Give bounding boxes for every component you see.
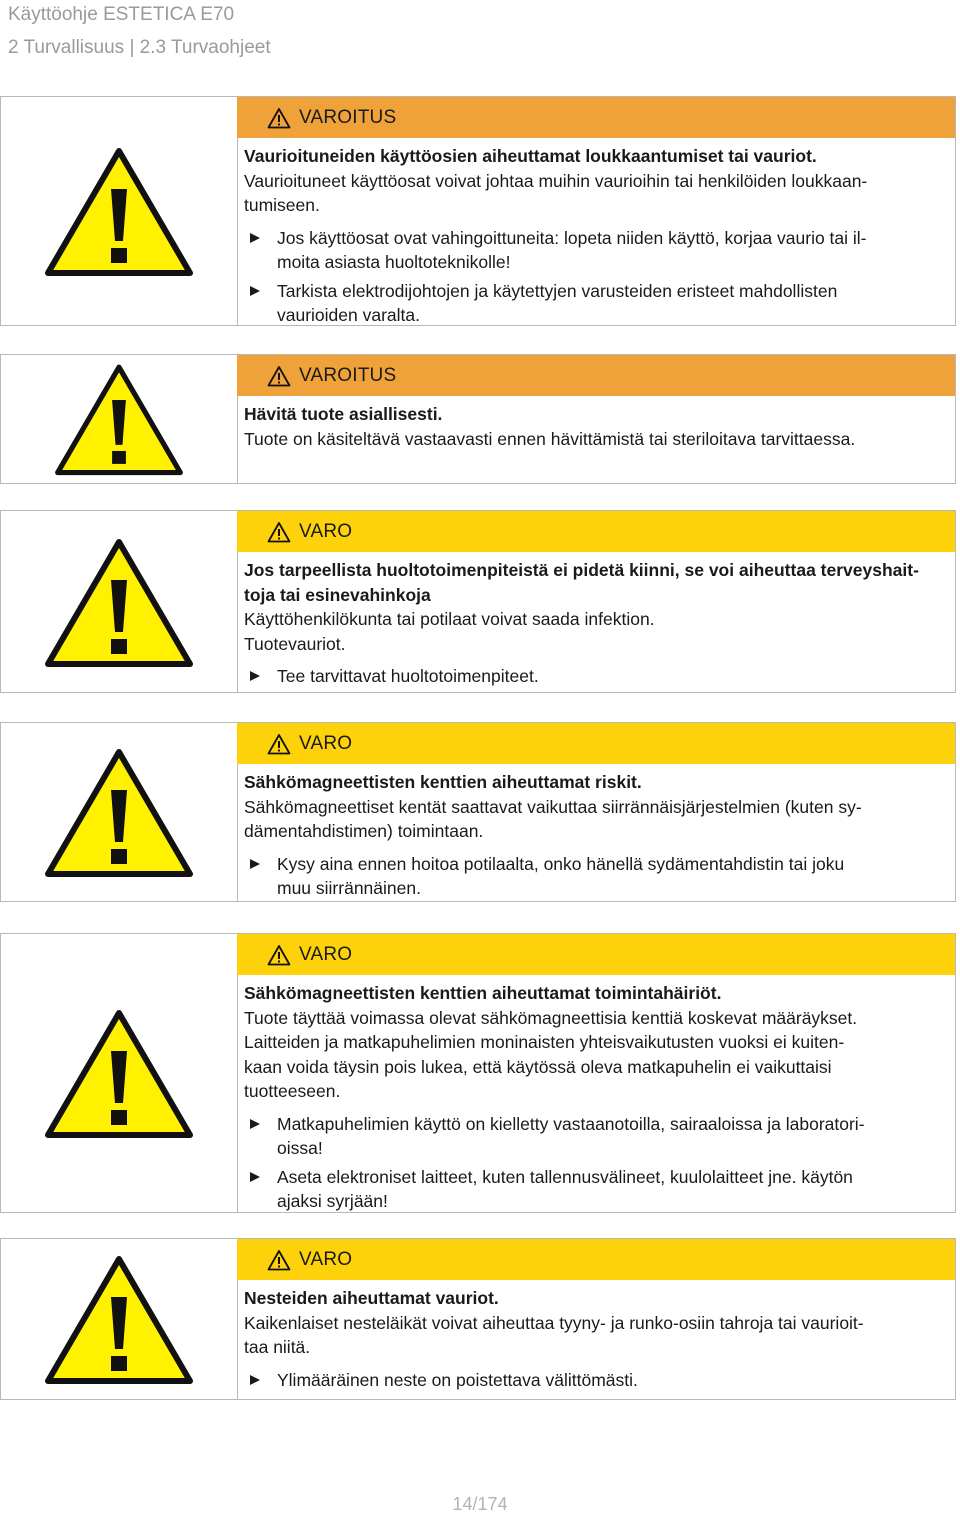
caution-notice: [0, 722, 956, 902]
notice-step: Tarkista elektrodijohtojen ja käytettyjen varusteiden eristeet mahdollisten vaurioiden varalta.: [244, 279, 941, 328]
small-warning-icon: [267, 944, 291, 966]
warning-notice: [0, 354, 956, 484]
notice-signal-bar: [237, 97, 955, 138]
notice-step: Jos käyttöosat ovat vahingoittuneita: lopeta niiden käyttö, korjaa vaurio tai il- moita asiasta huoltoteknikolle!: [244, 226, 941, 275]
notice-heading: Hävitä tuote asiallisesti.: [244, 404, 443, 424]
step-arrow-icon: [250, 859, 260, 869]
step-arrow-icon: [250, 233, 260, 243]
notice-heading: Sähkömagneettisten kenttien aiheuttamat toimintahäiriöt.: [244, 983, 722, 1003]
warning-notice: [0, 96, 956, 326]
notice-heading: Sähkömagneettisten kenttien aiheuttamat riskit.: [244, 772, 642, 792]
notice-step: Ylimääräinen neste on poistettava välittömästi.: [244, 1368, 941, 1393]
warning-sign-icon: [1, 1239, 238, 1399]
notice-step: Aseta elektroniset laitteet, kuten tallennusvälineet, kuulolaitteet jne. käytön ajaksi syrjään!: [244, 1165, 941, 1214]
caution-notice: [0, 933, 956, 1213]
notice-text: Tuote täyttää voimassa olevat sähkömagneettisia kenttiä koskevat määräykset. Laitteiden ja matkapuhelimien moninaisten yhteisvaikutusten vuoksi ei kuiten- kaan voida täysin pois lukea, että käytössä oleva matkapuhelin ei vaikuttaisi tuotteeseen.: [244, 1007, 858, 1101]
notice-heading: Jos tarpeellista huoltotoimenpiteistä ei pidetä kiinni, se voi aiheuttaa terveyshait- toja tai esinevahinkoja: [244, 560, 919, 605]
notice-text: Kaikenlaiset nesteläikät voivat aiheuttaa tyyny- ja runko-osiin tahroja tai vaurioit- taa niitä.: [244, 1312, 864, 1357]
page-number: 14/174: [452, 1494, 508, 1514]
small-warning-icon: [267, 1249, 291, 1271]
notice-step: Tee tarvittavat huoltotoimenpiteet.: [244, 664, 941, 689]
step-arrow-icon: [250, 1172, 260, 1182]
document-breadcrumb: 2 Turvallisuus | 2.3 Turvaohjeet: [8, 37, 271, 58]
step-arrow-icon: [250, 1375, 260, 1385]
small-warning-icon: [267, 365, 291, 387]
caution-notice: [0, 1238, 956, 1400]
notice-signal-bar: [237, 723, 955, 764]
notice-signal-word: VARO: [299, 1248, 353, 1270]
notice-step: Kysy aina ennen hoitoa potilaalta, onko hänellä sydämentahdistin tai joku muu siirrännäinen.: [244, 852, 941, 901]
notice-signal-word: VARO: [299, 732, 353, 754]
warning-sign-icon: [1, 934, 238, 1212]
warning-sign-icon: [1, 355, 238, 483]
notice-text: Sähkömagneettiset kentät saattavat vaikuttaa siirrännäisjärjestelmien (kuten sy- dämentahdistimen) toimintaan.: [244, 796, 862, 841]
small-warning-icon: [267, 521, 291, 543]
caution-notice: [0, 510, 956, 693]
step-arrow-icon: [250, 286, 260, 296]
notice-text: Tuote on käsiteltävä vastaavasti ennen hävittämistä tai steriloitava tarvittaessa.: [244, 428, 856, 449]
warning-sign-icon: [1, 97, 238, 325]
notice-signal-word: VAROITUS: [299, 364, 397, 386]
document-header-title: Käyttöohje ESTETICA E70: [8, 4, 235, 25]
small-warning-icon: [267, 107, 291, 129]
notice-signal-word: VAROITUS: [299, 106, 397, 128]
notice-signal-bar: [237, 355, 955, 396]
notice-signal-word: VARO: [299, 943, 353, 965]
notice-step: Matkapuhelimien käyttö on kielletty vastaanotoilla, sairaaloissa ja laboratori- oissa!: [244, 1112, 941, 1161]
notice-signal-word: VARO: [299, 520, 353, 542]
small-warning-icon: [267, 733, 291, 755]
notice-signal-bar: [237, 511, 955, 552]
step-arrow-icon: [250, 1119, 260, 1129]
notice-heading: Nesteiden aiheuttamat vauriot.: [244, 1288, 499, 1308]
warning-sign-icon: [1, 511, 238, 692]
notice-text: Käyttöhenkilökunta tai potilaat voivat saada infektion. Tuotevauriot.: [244, 609, 655, 654]
notice-signal-bar: [237, 1239, 955, 1280]
step-arrow-icon: [250, 671, 260, 681]
notice-text: Vaurioituneet käyttöosat voivat johtaa muihin vaurioihin tai henkilöiden loukkaan- tumiseen.: [244, 170, 868, 215]
notice-heading: Vaurioituneiden käyttöosien aiheuttamat loukkaantumiset tai vauriot.: [244, 146, 817, 166]
notice-signal-bar: [237, 934, 955, 975]
warning-sign-icon: [1, 723, 238, 901]
